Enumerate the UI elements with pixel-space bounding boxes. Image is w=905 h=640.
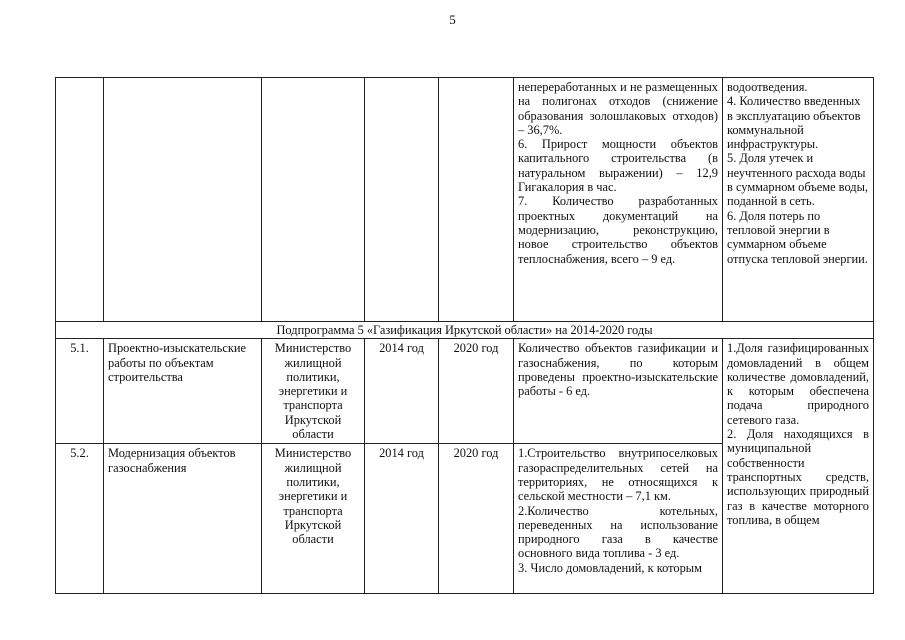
subprogram-title: Подпрограмма 5 «Газификация Иркутской области» на 2014-2020 годы (56, 322, 874, 339)
text-paragraph: 7. Количество разработанных проектных документаций на модернизацию, реконструкцию, новое строительство объектов теплоснабжения, всего – 9 ед. (518, 194, 718, 266)
table-row (56, 339, 874, 444)
row-end-year: 2020 год (439, 444, 514, 594)
text-paragraph: 1.Доля газифицированных домовладений в общем количестве домовладений, к которым обеспечена подача природного сетевого газа. (727, 341, 869, 427)
row-executor: Министерство жилищной политики, энергетики и транспорта Иркутской области (262, 444, 365, 594)
text-paragraph: 6. Доля потерь по тепловой энергии в суммарном объеме отпуска тепловой энергии. (727, 208, 868, 266)
row-number: 5.2. (56, 444, 104, 594)
text-paragraph: 3. Число домовладений, к которым (518, 560, 702, 575)
subprogram-header-row (56, 322, 874, 339)
row-indicators (514, 444, 723, 594)
text-paragraph: 5. Доля утечек и неучтенного расхода воды в суммарном объеме воды, поданной в сеть. (727, 151, 869, 209)
text-paragraph: 2.Количество котельных, переведенных на использование природного газа в качестве основного вида топлива - 3 ед. (518, 503, 718, 561)
row-number: 5.1. (56, 339, 104, 444)
row-start-year: 2014 год (365, 339, 439, 444)
text-paragraph: 4. Количество введенных в эксплуатацию объектов коммунальной инфраструктуры. (727, 94, 861, 152)
cell-targets (723, 78, 874, 322)
row-name: Проектно-изыскательские работы по объектам строительства (104, 339, 262, 444)
row-indicators: Количество объектов газификации и газоснабжения, по которым проведены проектно-изыскательские работы - 6 ед. (514, 339, 723, 444)
page-number: 5 (449, 12, 456, 27)
text-paragraph: непереработанных и не размещенных на полигонах отходов (снижение образования золошлаковых отходов) – 36,7%. (518, 80, 718, 137)
row-start-year: 2014 год (365, 444, 439, 594)
cell-name (104, 78, 262, 322)
row-name: Модернизация объектов газоснабжения (104, 444, 262, 594)
cell-num (56, 78, 104, 322)
program-table (55, 77, 874, 594)
text-paragraph: 2. Доля находящихся в муниципальной собственности транспортных средств, использующих природный газ в качестве моторного топлива, в общем (727, 427, 869, 527)
table-row-continued (56, 78, 874, 322)
merged-targets (723, 339, 874, 594)
row-end-year: 2020 год (439, 339, 514, 444)
text-paragraph: 1.Строительство внутрипоселковых газораспределительных сетей на территориях, не относящихся к сельской местности – 7,1 км. (518, 446, 718, 504)
cell-indicators (514, 78, 723, 322)
cell-executor (262, 78, 365, 322)
text-paragraph: водоотведения. (727, 80, 808, 94)
cell-start (365, 78, 439, 322)
cell-end (439, 78, 514, 322)
row-executor: Министерство жилищной политики, энергетики и транспорта Иркутской области (262, 339, 365, 444)
text-paragraph: 6. Прирост мощности объектов капитального строительства (в натуральном выражении) – 12,9 Гигакалория в час. (518, 137, 718, 195)
